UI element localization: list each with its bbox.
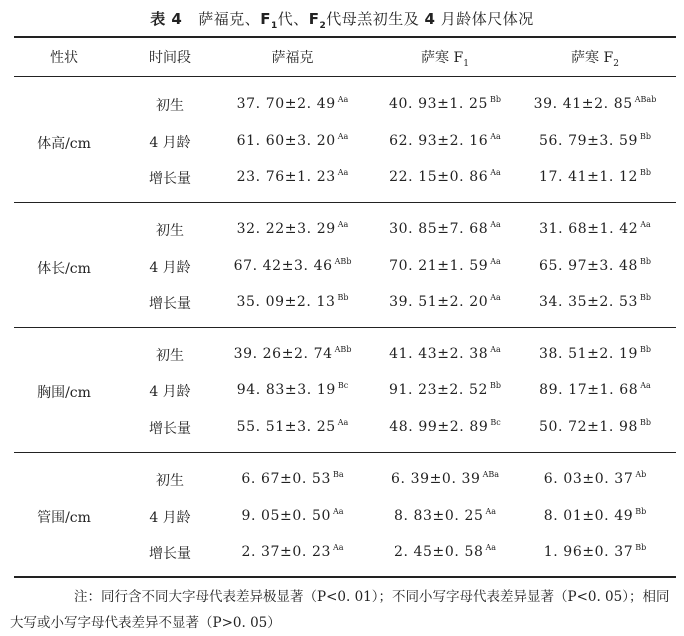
significance-letters: Aa	[337, 95, 349, 104]
value-text: 9. 05±0. 50	[241, 508, 332, 524]
value-text: 6. 67±0. 53	[241, 471, 331, 487]
value-f1	[370, 168, 520, 185]
title-f2-sub: 2	[319, 21, 327, 31]
value-f2	[520, 168, 670, 185]
table-number: 表 4	[150, 10, 183, 28]
significance-letters: Bb	[640, 293, 652, 302]
value-f2	[520, 507, 670, 524]
period-label: 初生	[156, 223, 184, 239]
value-suffolk	[225, 470, 360, 487]
value-suffolk	[225, 345, 360, 362]
value-f1	[370, 257, 520, 274]
significance-letters: Bb	[337, 293, 349, 302]
period-label: 增长量	[149, 171, 191, 187]
period-label: 4 月龄	[149, 260, 191, 276]
period-label: 初生	[156, 98, 184, 114]
group-rule	[14, 452, 676, 453]
value-text: 55. 51±3. 25	[236, 419, 336, 435]
significance-letters: Aa	[485, 507, 497, 516]
significance-letters: Bb	[490, 381, 502, 390]
value-text: 32. 22±3. 29	[236, 221, 336, 237]
table-footnote: 注：同行含不同大字母代表差异极显著（P<0. 01）；不同小写字母代表差异显著（P<0. 05）；相同大写或小写字母代表差异不显著（P>0. 05）	[10, 589, 670, 631]
period-label: 增长量	[149, 546, 191, 562]
value-f1	[370, 381, 520, 398]
value-suffolk	[225, 507, 360, 524]
value-f2	[520, 293, 670, 310]
value-f2	[520, 95, 670, 112]
trait-label: 体高/cm	[37, 136, 91, 152]
table-title	[0, 8, 684, 31]
significance-letters: Bb	[640, 132, 652, 141]
significance-letters: Aa	[337, 220, 349, 229]
value-f1	[370, 507, 520, 524]
significance-letters: Ab	[635, 470, 647, 479]
value-f2	[520, 257, 670, 274]
value-f1	[370, 220, 520, 237]
header-rule	[14, 76, 676, 77]
header-trait: 性状	[50, 50, 78, 66]
top-rule	[14, 36, 676, 38]
significance-letters: Bc	[337, 381, 349, 390]
significance-letters: Aa	[640, 220, 651, 229]
value-text: 17. 41±1. 12	[538, 169, 639, 185]
value-text: 39. 26±2. 74	[233, 346, 333, 362]
title-f2: F	[308, 10, 320, 28]
significance-letters: Aa	[490, 132, 501, 141]
value-text: 39. 41±2. 85	[533, 96, 633, 112]
value-text: 22. 15±0. 86	[389, 169, 489, 185]
value-text: 40. 93±1. 25	[388, 96, 489, 112]
significance-letters: Bc	[490, 418, 501, 427]
significance-letters: Aa	[485, 543, 497, 552]
header-suffolk: 萨福克	[271, 50, 314, 66]
period-label: 4 月龄	[149, 510, 191, 526]
group-rule	[14, 202, 676, 203]
value-text: 8. 83±0. 25	[393, 508, 484, 524]
significance-letters: Aa	[333, 507, 344, 516]
significance-letters: Aa	[490, 345, 501, 354]
period-label: 增长量	[149, 296, 191, 312]
value-f2	[520, 470, 670, 487]
value-f1	[370, 95, 520, 112]
significance-letters: Bb	[640, 418, 652, 427]
trait-label: 体长/cm	[37, 261, 91, 277]
value-text: 6. 39±0. 39	[390, 471, 481, 487]
title-text-a: 萨福克、	[198, 10, 261, 28]
significance-letters: ABa	[482, 470, 499, 479]
significance-letters: Ba	[332, 470, 344, 479]
value-text: 65. 97±3. 48	[538, 258, 639, 274]
significance-letters: Aa	[337, 132, 349, 141]
value-f2	[520, 220, 670, 237]
value-text: 23. 76±1. 23	[236, 169, 336, 185]
header-f2	[520, 47, 670, 69]
significance-letters: Bb	[640, 345, 652, 354]
significance-letters: Aa	[337, 168, 349, 177]
header-period: 时间段	[149, 50, 191, 66]
trait-label: 胸围/cm	[37, 385, 91, 401]
value-text: 38. 51±2. 19	[538, 346, 639, 362]
significance-letters: Bb	[640, 257, 652, 266]
period-label: 增长量	[149, 421, 191, 437]
significance-letters: Aa	[490, 168, 501, 177]
value-f1	[370, 132, 520, 149]
value-text: 37. 70±2. 49	[236, 96, 336, 112]
header-f1-sub: 1	[463, 58, 469, 69]
significance-letters: Aa	[640, 381, 651, 390]
significance-letters: Bb	[490, 95, 502, 104]
value-f1	[370, 470, 520, 487]
header-f2-sub: 2	[613, 58, 619, 69]
value-text: 1. 96±0. 37	[543, 544, 634, 560]
value-f1	[370, 345, 520, 362]
value-suffolk	[225, 132, 360, 149]
value-suffolk	[225, 220, 360, 237]
significance-letters: Aa	[337, 418, 349, 427]
value-f1	[370, 543, 520, 560]
significance-letters: ABab	[634, 95, 657, 104]
value-text: 70. 21±1. 59	[389, 258, 489, 274]
value-suffolk	[225, 168, 360, 185]
value-text: 30. 85±7. 68	[389, 221, 489, 237]
value-f2	[520, 418, 670, 435]
value-suffolk	[225, 381, 360, 398]
value-text: 89. 17±1. 68	[539, 382, 639, 398]
value-f1	[370, 293, 520, 310]
significance-letters: Aa	[333, 543, 344, 552]
title-text-d: 月龄体尺体况	[440, 10, 534, 28]
value-f2	[520, 543, 670, 560]
value-text: 41. 43±2. 38	[389, 346, 489, 362]
group-rule	[14, 327, 676, 328]
period-label: 4 月龄	[149, 384, 191, 400]
significance-letters: Aa	[490, 220, 501, 229]
value-text: 35. 09±2. 13	[236, 294, 336, 310]
period-label: 初生	[156, 348, 184, 364]
value-f2	[520, 345, 670, 362]
value-f2	[520, 381, 670, 398]
value-text: 62. 93±2. 16	[389, 133, 489, 149]
value-text: 61. 60±3. 20	[236, 133, 336, 149]
value-suffolk	[225, 257, 360, 274]
value-f2	[520, 132, 670, 149]
value-text: 67. 42±3. 46	[233, 258, 333, 274]
value-text: 91. 23±2. 52	[388, 382, 489, 398]
value-suffolk	[225, 418, 360, 435]
title-f1-sub: 1	[270, 21, 278, 31]
value-f1	[370, 418, 520, 435]
significance-letters: ABb	[334, 257, 352, 266]
significance-letters: Aa	[490, 257, 501, 266]
value-suffolk	[225, 293, 360, 310]
value-text: 2. 37±0. 23	[241, 544, 332, 560]
value-text: 50. 72±1. 98	[538, 419, 639, 435]
value-suffolk	[225, 543, 360, 560]
header-f2-text: 萨寒 F	[571, 50, 614, 66]
title-text-b: 代、	[277, 10, 309, 28]
significance-letters: Bb	[635, 543, 647, 552]
value-text: 48. 99±2. 89	[389, 419, 489, 435]
title-text-c: 代母羔初生及	[326, 10, 420, 28]
bottom-rule	[14, 576, 676, 578]
value-text: 34. 35±2. 53	[538, 294, 639, 310]
period-label: 初生	[156, 473, 184, 489]
value-text: 56. 79±3. 59	[538, 133, 639, 149]
significance-letters: Aa	[490, 293, 501, 302]
header-f1	[370, 47, 520, 69]
header-f1-text: 萨寒 F	[421, 50, 464, 66]
value-text: 39. 51±2. 20	[389, 294, 489, 310]
trait-label: 管围/cm	[37, 510, 91, 526]
value-text: 8. 01±0. 49	[543, 508, 634, 524]
value-text: 6. 03±0. 37	[543, 471, 634, 487]
period-label: 4 月龄	[149, 135, 191, 151]
significance-letters: Bb	[640, 168, 652, 177]
value-suffolk	[225, 95, 360, 112]
significance-letters: ABb	[334, 345, 352, 354]
value-text: 2. 45±0. 58	[393, 544, 484, 560]
title-f1: F	[260, 10, 271, 28]
title-num: 4	[424, 10, 436, 28]
value-text: 94. 83±3. 19	[236, 382, 336, 398]
significance-letters: Bb	[635, 507, 647, 516]
value-text: 31. 68±1. 42	[539, 221, 639, 237]
